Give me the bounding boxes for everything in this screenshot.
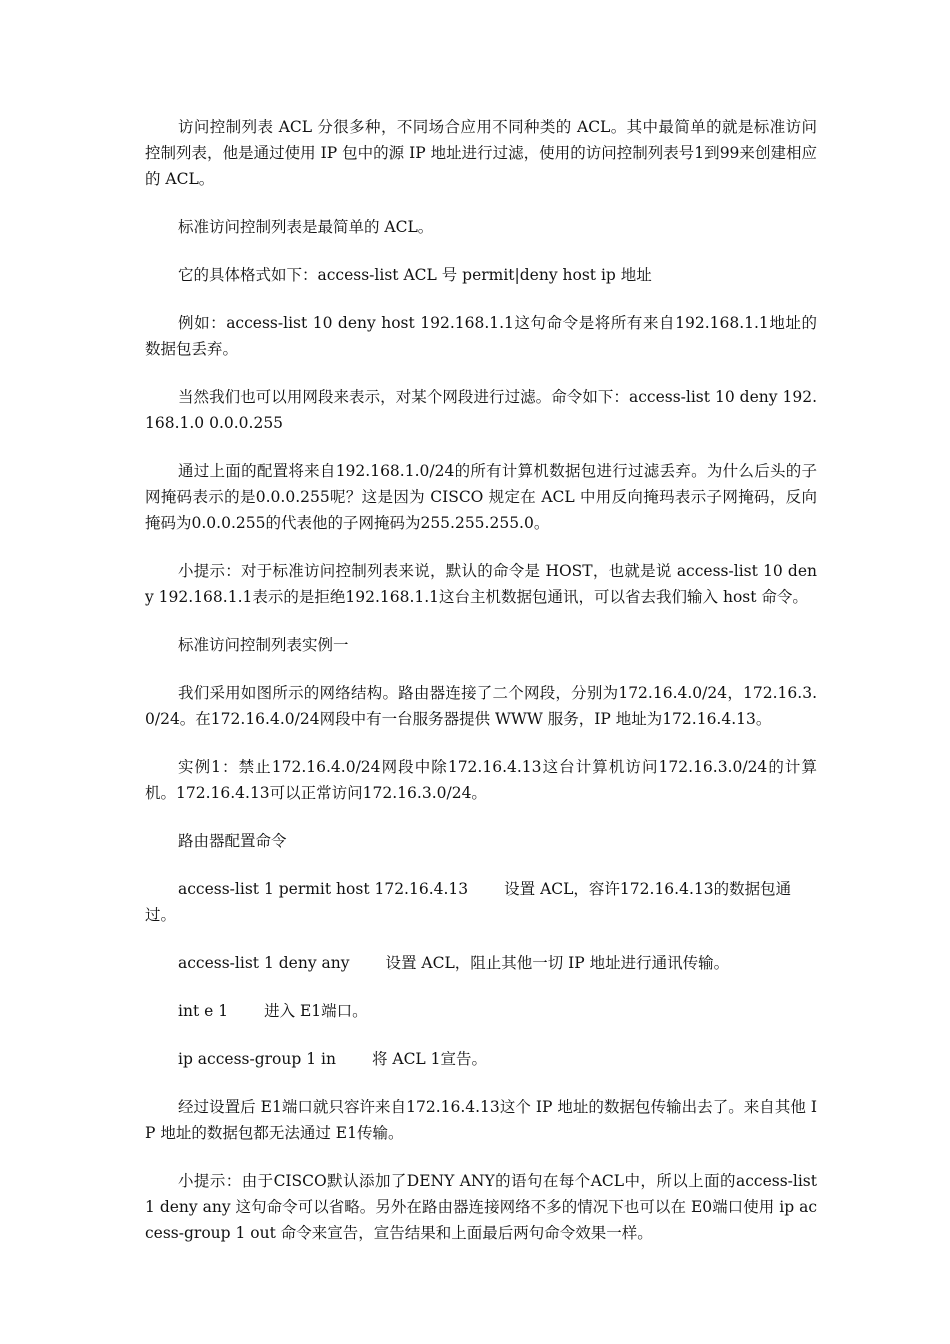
- command-description: 将 ACL 1宣告。: [371, 1050, 488, 1068]
- paragraph-example: 例如：access-list 10 deny host 192.168.1.1这句命令是将所有来自192.168.1.1地址的数据包丢弃。: [145, 314, 817, 358]
- command-text: access-list 1 permit host 172.16.4.13: [178, 880, 469, 898]
- command-description: 设置 ACL，阻止其他一切 IP 地址进行通讯传输。: [385, 954, 730, 972]
- command-line: [145, 876, 817, 928]
- command-description: 进入 E1端口。: [264, 1002, 368, 1020]
- paragraph-network-structure: 我们采用如图所示的网络结构。路由器连接了二个网段，分别为172.16.4.0/24，172.16.3.0/24。在172.16.4.0/24网段中有一台服务器提供 WWW 服务，IP 地址为172.16.4.13。: [145, 684, 817, 728]
- command-description: 设置 ACL，容许172.16.4.13的数据包通过。: [145, 880, 792, 924]
- paragraph-router-config-heading: 路由器配置命令: [178, 832, 287, 850]
- command-line: [145, 1046, 817, 1072]
- command-text: access-list 1 deny any: [178, 954, 350, 972]
- document-body: [145, 114, 817, 1268]
- paragraph-example-1: 实例1：禁止172.16.4.0/24网段中除172.16.4.13这台计算机访问172.16.3.0/24的计算机。172.16.4.13可以正常访问172.16.3.0/24。: [145, 758, 817, 802]
- paragraph-intro: 访问控制列表 ACL 分很多种，不同场合应用不同种类的 ACL。其中最简单的就是标准访问控制列表，他是通过使用 IP 包中的源 IP 地址进行过滤，使用的访问控制列表号1到99来创建相应的 ACL。: [145, 118, 817, 188]
- paragraph-standard-acl: 标准访问控制列表是最简单的 ACL。: [178, 218, 434, 236]
- paragraph-network-segment: 当然我们也可以用网段来表示，对某个网段进行过滤。命令如下：access-list 10 deny 192.168.1.0 0.0.0.255: [145, 388, 817, 432]
- paragraph-tip-host: 小提示：对于标准访问控制列表来说，默认的命令是 HOST，也就是说 access-list 10 deny 192.168.1.1表示的是拒绝192.168.1.1这台主机数据包通讯，可以省去我们输入 host 命令。: [145, 562, 817, 606]
- command-text: ip access-group 1 in: [178, 1050, 336, 1068]
- section-heading-example-one: 标准访问控制列表实例一: [178, 636, 349, 654]
- paragraph-format: 它的具体格式如下：access-list ACL 号 permit|deny host ip 地址: [178, 266, 652, 284]
- command-line: [145, 950, 817, 976]
- paragraph-result: 经过设置后 E1端口就只容许来自172.16.4.13这个 IP 地址的数据包传输出去了。来自其他 IP 地址的数据包都无法通过 E1传输。: [145, 1098, 817, 1142]
- command-text: int e 1: [178, 1002, 229, 1020]
- command-line: [145, 998, 817, 1024]
- paragraph-wildcard-mask: 通过上面的配置将来自192.168.1.0/24的所有计算机数据包进行过滤丢弃。为什么后头的子网掩码表示的是0.0.0.255呢？这是因为 CISCO 规定在 ACL 中用反向掩玛表示子网掩码，反向掩码为0.0.0.255的代表他的子网掩码为255.255.255.0。: [145, 462, 817, 532]
- paragraph-tip-deny-any: 小提示：由于CISCO默认添加了DENY ANY的语句在每个ACL中，所以上面的access-list 1 deny any 这句命令可以省略。另外在路由器连接网络不多的情况下也可以在 E0端口使用 ip access-group 1 out 命令来宣告，宣告结果和上面最后两句命令效果一样。: [145, 1172, 817, 1242]
